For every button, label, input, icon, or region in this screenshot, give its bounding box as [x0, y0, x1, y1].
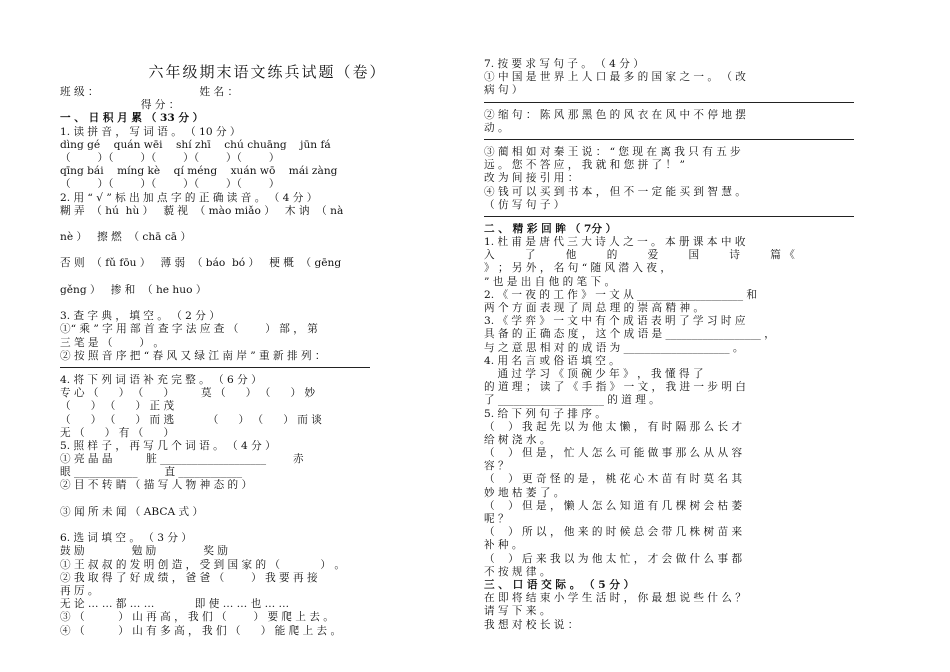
right-column	[484, 58, 889, 632]
spacer-line	[60, 271, 475, 284]
question-line: 的 道 理 ； 读 了 《 手 指 》 一 文 ， 我 进 一 步 明 白	[484, 381, 746, 394]
question-7-heading: 7. 按 要 求 写 句 子 。 （ 4 分 ）	[484, 58, 644, 70]
question-4-heading: 4. 将 下 列 词 语 补 充 完 整 。 （ 6 分 ）	[60, 373, 262, 386]
answer-rule	[484, 102, 854, 103]
question-line: 我 想 对 校 长 说 ：	[484, 618, 579, 631]
spacer-line	[60, 493, 475, 506]
question-line: 远 。 您 不 答 应 ， 我 就 和 您 拼 了 ！ ”	[484, 159, 685, 172]
question-line: 给 树 浇 水 。	[484, 433, 551, 446]
question-line: 专 心 （ ） （ ） 莫 （ ） （ ） 妙	[60, 387, 316, 400]
question-line: 再 厉 。	[60, 584, 99, 597]
section-heading: 三 、 口 语 交 际 。 （ 5 分 ）	[484, 578, 635, 591]
question-line: ①“ 乘 ” 字 用 部 首 查 字 法 应 查 （ ） 部 ， 第	[60, 323, 318, 336]
question-line: 与 之 意 思 相 对 的 成 语 为 ____________________ 。	[484, 341, 744, 354]
pronunciation-row: 糊 弄 （ hú hù ） 藐 视 （ mào miǎo ） 木 讷 （ nà	[60, 204, 344, 217]
answer-blanks-row: （ ）（ ）（ ）（ ）（ ）	[60, 178, 280, 191]
pronunciation-row: 否 则 （ fǔ fōu ） 薄 弱 （ báo bó ） 梗 概 （ gēng	[60, 257, 342, 270]
question-line: 3. 《 学 弈 》 一 文 中 有 个 成 语 表 明 了 学 习 时 应	[484, 315, 746, 328]
question-line: ② 目 不 转 睛 （ 描 写 人 物 神 态 的 ）	[60, 479, 253, 492]
answer-blanks-row: （ ）（ ）（ ）（ ）（ ）	[60, 151, 280, 164]
question-line: 动 。	[484, 121, 509, 134]
question-line: 不 按 规 律 。	[484, 565, 551, 578]
section-heading: 一 、 日 积 月 累 （ 33 分 ）	[60, 112, 204, 125]
question-line: 》 ； 另 外 ， 名 句 “ 随 风 潜 入 夜 ，	[484, 262, 671, 275]
spacer-line	[60, 297, 475, 310]
question-line: 呢 ？	[484, 513, 509, 525]
page-title: 六年级期末语文练兵试题（卷）	[148, 63, 387, 81]
question-line: ② 我 取 得 了 好 成 绩 ， 爸 爸 （ ） 我 要 再 接	[60, 571, 318, 584]
spacer-line	[60, 519, 475, 532]
answer-rule	[484, 139, 854, 140]
question-5-heading: 5. 照 样 子 ， 再 写 几 个 词 语 。 （ 4 分 ）	[60, 439, 276, 452]
pronunciation-row: nè ） 擦 燃 （ chā cā ）	[60, 231, 192, 244]
question-line: （ ） 后 来 我 以 为 他 太 忙 ， 才 会 做 什 么 事 都	[484, 552, 743, 565]
score-line: 得 分 ：	[60, 99, 180, 112]
question-line: 在 即 将 结 束 小 学 生 活 时 ， 你 最 想 说 些 什 么 ？	[484, 592, 746, 605]
question-6-heading: 6. 选 词 填 空 。 （ 3 分 ）	[60, 532, 192, 545]
word-choices: 无 论 … … 都 … … 即 使 … … 也 … …	[60, 598, 290, 611]
question-line: （ ） （ ） 而 逃 （ ） （ ） 而 谈	[60, 413, 322, 426]
answer-rule	[60, 367, 370, 368]
question-line: 1. 杜 甫 是 唐 代 三 大 诗 人 之 一 。 本 册 课 本 中 收	[484, 236, 746, 249]
question-line: 改 为 间 接 引 用 ：	[484, 172, 579, 185]
question-line: （ ） 我 起 先 以 为 他 太 懒 ， 有 时 隔 那 么 长 才	[484, 420, 743, 433]
question-line: 通 过 学 习 《 顶 碗 少 年 》 ， 我 懂 得 了	[484, 367, 704, 380]
section-heading: 二 、 精 彩 回 眸 （ 7分 ）	[484, 222, 617, 235]
word-choices: 鼓 励 勉 励 奖 励	[60, 545, 228, 558]
question-line: ① 中 国 是 世 界 上 人 口 最 多 的 国 家 之 一 。 （ 改	[484, 71, 746, 84]
question-line: ” 也 是 出 自 他 的 笔 下 。	[484, 275, 616, 288]
question-line: 入 了 他 的 爱 国 诗 篇 《	[484, 249, 795, 262]
class-name-line: 班 级 ： 姓 名 ：	[60, 86, 239, 98]
question-line: ③ 蔺 相 如 对 秦 王 说 ： “ 您 现 在 离 我 只 有 五 步	[484, 145, 741, 158]
left-column	[60, 58, 475, 638]
question-line: 病 句 ）	[484, 84, 523, 97]
question-line: ① 亮 晶 晶 脏 ____________________ 赤	[60, 453, 304, 466]
pinyin-row: dìng gé quán wēi shí zhī chú chuāng jūn fá	[60, 138, 331, 151]
question-line: 请 写 下 来 。	[484, 605, 551, 618]
question-line: （ ） 但 是 ， 忙 人 怎 么 可 能 做 事 那 么 从 从 容	[484, 447, 743, 460]
question-line: 了 ____________________ 的 道 理 。	[484, 394, 660, 407]
question-line: ④ （ ） 山 有 多 高 ， 我 们 （ ） 能 爬 上 去 。	[60, 624, 342, 637]
question-3-heading: 3. 查 字 典 ， 填 空 。 （ 2 分 ）	[60, 310, 220, 323]
question-line: ② 按 照 音 序 把 “ 春 风 又 绿 江 南 岸 ” 重 新 排 列 ：	[60, 349, 326, 362]
question-line: 妙 地 枯 萎 了 。	[484, 486, 565, 499]
question-line: ② 缩 句 ： 陈 风 那 黑 色 的 风 衣 在 风 中 不 停 地 摆	[484, 108, 746, 121]
question-line: 4. 用 名 言 或 俗 语 填 空 。	[484, 354, 620, 367]
question-line: （ ） （ ） 正 茂	[60, 400, 175, 413]
question-line: （ ） 所 以 ， 他 来 的 时 候 总 会 带 几 株 树 苗 来	[484, 526, 743, 539]
question-line: ③ 闻 所 未 闻 （ ABCA 式 ）	[60, 505, 204, 518]
question-line: （ 仿 写 句 子 ）	[484, 198, 565, 211]
question-line: 三 笔 是 （ ） 。	[60, 336, 164, 349]
question-line: 无 （ ） 有 （ ）	[60, 426, 175, 439]
question-line: 具 备 的 正 确 态 度 ， 这 个 成 语 是 __________________ ，	[484, 328, 775, 341]
question-line: ④ 钱 可 以 买 到 书 本 ， 但 不 一 定 能 买 到 智 慧 。	[484, 185, 746, 198]
question-line: （ ） 但 是 ， 懒 人 怎 么 知 道 有 几 棵 树 会 枯 萎	[484, 499, 743, 512]
question-line: 两 个 方 面 表 现 了 周 总 理 的 崇 高 精 神 。	[484, 302, 705, 314]
pronunciation-row: gěng ） 掺 和 （ he huo ）	[60, 283, 207, 296]
question-line: ③ （ ） 山 再 高 ， 我 们 （ ） 要 爬 上 去 。	[60, 611, 334, 624]
spacer-line	[60, 218, 475, 231]
pinyin-row: qīng bái míng kè qí méng xuán wō mái zàng	[60, 165, 338, 178]
question-line: 容 ？	[484, 460, 509, 473]
question-1-heading: 1. 读 拼 音 ， 写 词 语 。 （ 10 分 ）	[60, 125, 241, 138]
question-line: 5. 给 下 列 句 子 排 序 。	[484, 407, 606, 420]
question-line: （ ） 更 奇 怪 的 是 ， 桃 花 心 木 苗 有 时 莫 名 其	[484, 473, 743, 486]
answer-rule	[484, 216, 854, 217]
spacer-line	[60, 244, 475, 257]
question-line: ① 王 叔 叔 的 发 明 创 造 ， 受 到 国 家 的 （ ） 。	[60, 558, 345, 571]
question-line: 眼 ____________ 直 ____________	[60, 466, 242, 479]
question-line: 补 种 。	[484, 539, 523, 552]
question-2-heading: 2. 用 “ √ ” 标 出 加 点 字 的 正 确 读 音 。 （ 4 分 ）	[60, 191, 318, 204]
question-line: 2. 《 一 夜 的 工 作 》 一 文 从 ____________________ 和	[484, 288, 757, 301]
